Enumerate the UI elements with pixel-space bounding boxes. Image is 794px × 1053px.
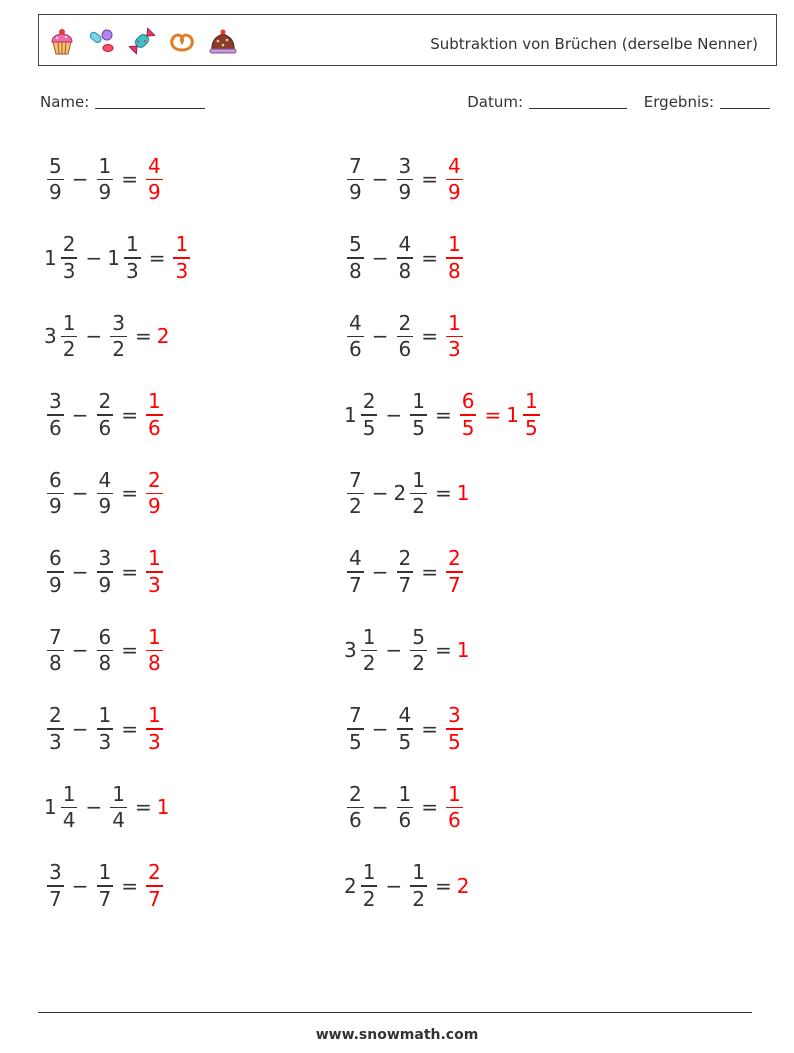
equals-sign: = [421,245,438,270]
minuend-denominator: 6 [49,415,62,440]
answer [170,233,193,283]
minus-sign: − [71,559,89,584]
minuend-fraction [61,233,78,283]
answer [157,324,171,348]
problem-row [344,611,543,690]
minuend-numerator: 7 [349,467,362,492]
subtrahend-numerator: 3 [112,310,125,335]
subtrahend-numerator: 1 [98,153,112,178]
minuend-numerator: 7 [349,153,362,178]
minuend-denominator: 3 [62,258,76,283]
answer-mixed-denominator: 5 [524,415,538,440]
answer-denominator: 9 [148,180,161,204]
minus-sign: − [85,324,103,349]
minuend-numerator: 7 [349,703,362,727]
equals-sign: = [148,245,166,270]
subtrahend-fraction [124,233,141,283]
minus-sign: − [371,716,389,741]
subtrahend-fraction [97,626,114,676]
answer-denominator: 3 [448,337,461,361]
answer-fraction [146,547,163,597]
problem-row [344,768,543,847]
answer-numerator: 2 [148,467,161,492]
subtrahend-fraction [410,390,427,440]
problem-row [44,847,193,926]
minuend-fraction [361,861,378,911]
problems-right-column [344,140,543,925]
minus-sign: − [385,402,403,427]
minuend-denominator: 4 [62,808,76,832]
minuend-numerator: 6 [49,467,62,492]
subtrahend-numerator: 1 [98,703,112,727]
answer-fraction [146,704,163,754]
header-box [38,14,777,66]
minus-sign: − [371,324,389,349]
problem-row [344,533,543,612]
minuend-denominator: 5 [362,415,376,440]
name-field [40,92,205,111]
answer-denominator: 5 [448,729,461,754]
minus-sign: − [371,795,389,820]
minuend-numerator: 1 [62,310,76,335]
answer-denominator: 3 [148,729,161,754]
minuend-numerator: 1 [362,624,376,649]
worksheet-title: Subtraktion von Brüchen (derselbe Nenner) [430,35,758,53]
subtrahend-whole: 1 [107,245,120,270]
answer-denominator: 6 [148,415,161,440]
answer [443,704,466,754]
answer-numerator: 1 [148,389,161,413]
equals-sign: = [121,167,138,192]
minuend-fraction [47,861,64,911]
problem-row [344,690,543,769]
minuend-fraction [361,390,378,440]
subtrahend-denominator: 9 [98,572,112,597]
equals-sign: = [121,402,138,427]
minuend-denominator: 6 [349,808,362,832]
subtrahend-numerator: 2 [398,310,412,335]
minuend-fraction [347,155,364,205]
subtrahend-numerator: 1 [412,860,425,884]
cake-icon [207,26,239,56]
answer-fraction [146,469,163,519]
minuend-fraction [61,312,78,362]
subtrahend-numerator: 3 [98,546,112,570]
subtrahend-fraction [410,626,427,676]
subtrahend-numerator: 2 [98,389,112,413]
answer-denominator: 6 [448,808,461,832]
answer-denominator: 3 [175,258,189,283]
minus-sign: − [71,167,89,192]
equals-sign: = [421,716,438,741]
subtrahend-fraction [410,861,427,911]
minuend-denominator: 5 [349,729,362,754]
answer [443,547,466,597]
subtrahend-numerator: 1 [412,389,425,413]
answer-numerator: 4 [148,153,161,178]
minuend-numerator: 5 [49,153,62,178]
answer-fraction [146,861,163,911]
equals-sign: = [434,402,452,427]
minuend-whole: 3 [44,324,57,349]
answer-denominator: 8 [448,258,461,283]
subtrahend-numerator: 1 [398,781,412,806]
minuend-numerator: 4 [349,310,362,335]
problem-row [344,297,543,376]
answer [457,390,543,440]
answer-numerator: 1 [448,781,461,806]
subtrahend-denominator: 9 [98,494,112,518]
equals-sign: = [134,324,152,349]
answer-numerator: 1 [148,703,161,727]
minuend-denominator: 7 [49,886,62,911]
subtrahend-numerator: 4 [98,467,112,492]
equals-sign: = [121,716,138,741]
subtrahend-numerator: 2 [398,546,412,570]
minus-sign: − [71,716,89,741]
minus-sign: − [371,559,389,584]
minuend-numerator: 3 [49,389,62,413]
subtrahend-whole: 2 [393,481,407,506]
answer-fraction [446,704,463,754]
answer [143,626,166,676]
minuend-numerator: 2 [362,389,376,413]
answer-numerator: 6 [461,389,475,413]
equals-sign: = [434,481,452,506]
minus-sign: − [371,481,389,506]
minus-sign: − [71,402,89,427]
minus-sign: − [385,638,403,663]
answer [443,233,466,283]
minuend-fraction [47,704,64,754]
minuend-denominator: 2 [362,651,376,675]
answer-fraction [146,390,163,440]
minus-sign: − [71,638,89,663]
subtrahend-fraction [97,469,114,519]
minuend-whole: 1 [44,795,57,820]
answer-numerator: 2 [148,860,161,884]
answer-whole: 2 [456,873,470,898]
answer-fraction [173,233,190,283]
pretzel-icon [167,26,197,56]
minuend-numerator: 2 [349,781,362,806]
minuend-fraction [347,469,364,519]
problem-row [344,847,543,926]
problem-row [44,219,193,298]
problem-row [44,140,193,219]
subtrahend-denominator: 2 [412,494,425,518]
answer [143,390,166,440]
minuend-numerator: 7 [49,624,62,649]
minus-sign: − [385,873,403,898]
date-label: Datum: [467,93,524,111]
subtrahend-denominator: 5 [412,415,425,440]
minuend-numerator: 1 [62,781,76,806]
problem-row [344,219,543,298]
subtrahend-fraction [97,155,114,205]
minus-sign: − [85,795,103,820]
minuend-fraction [347,233,364,283]
minuend-whole: 2 [344,873,357,898]
score-label: Ergebnis: [643,93,714,111]
wrapped-candy-icon [127,26,157,56]
subtrahend-fraction [397,155,414,205]
subtrahend-fraction [410,469,427,519]
answer [457,874,471,898]
minuend-fraction [47,547,64,597]
footer-url: www.snowmath.com [315,1027,479,1043]
subtrahend-fraction [397,783,414,833]
equals-sign: = [134,795,152,820]
problem-row [44,690,193,769]
answer [443,155,466,205]
candy-pieces-icon [87,26,117,56]
minuend-numerator: 3 [49,860,62,884]
minuend-denominator: 2 [362,886,376,911]
problem-row [344,454,543,533]
subtrahend-numerator: 1 [412,467,425,492]
answer-denominator: 7 [448,572,461,597]
equals-sign: = [121,559,138,584]
problem-row [44,533,193,612]
equals-sign: = [421,324,438,349]
minuend-fraction [347,704,364,754]
minuend-denominator: 3 [49,729,62,754]
subtrahend-denominator: 7 [398,572,412,597]
subtrahend-numerator: 3 [398,153,412,178]
equals-sign: = [121,638,138,663]
subtrahend-denominator: 3 [98,729,112,754]
minuend-whole: 1 [344,402,357,427]
answer [143,155,166,205]
answer-numerator: 1 [148,624,161,649]
equals-sign: = [434,873,452,898]
problem-row [344,140,543,219]
minuend-fraction [47,469,64,519]
subtrahend-denominator: 8 [398,258,412,283]
subtrahend-denominator: 9 [98,180,112,204]
minuend-denominator: 2 [349,494,362,518]
subtrahend-denominator: 2 [112,337,125,361]
equals-sign: = [421,559,438,584]
answer [143,547,166,597]
subtrahend-fraction [97,547,114,597]
minuend-fraction [47,390,64,440]
answer-whole: 1 [456,638,470,663]
subtrahend-denominator: 9 [398,180,412,204]
minuend-numerator: 2 [49,703,62,727]
subtrahend-numerator: 5 [412,624,425,649]
problem-row [344,376,543,455]
minuend-fraction [61,783,78,833]
subtrahend-fraction [97,390,114,440]
subtrahend-denominator: 6 [398,337,412,361]
subtrahend-numerator: 1 [112,781,125,806]
minuend-denominator: 6 [349,337,362,361]
name-label: Name: [40,93,90,111]
minuend-numerator: 2 [62,232,76,256]
minuend-numerator: 4 [349,546,362,570]
answer-numerator: 1 [448,310,461,335]
answer-fraction [446,783,463,833]
equals-sign: = [484,402,502,427]
answer-whole: 2 [156,324,170,349]
subtrahend-fraction [397,547,414,597]
answer-fraction [446,155,463,205]
answer-numerator: 4 [448,153,461,178]
answer [457,638,471,662]
footer-divider [38,1012,752,1013]
answer-fraction [146,155,163,205]
minuend-numerator: 5 [349,232,362,256]
answer-denominator: 5 [461,415,475,440]
minuend-denominator: 9 [49,494,62,518]
subtrahend-denominator: 2 [412,886,425,911]
answer-mixed-fraction [523,390,540,440]
answer [143,861,166,911]
minuend-whole: 3 [344,638,357,663]
minuend-fraction [347,547,364,597]
answer-fraction [446,233,463,283]
subtrahend-fraction [397,704,414,754]
subtrahend-fraction [97,861,114,911]
minuend-denominator: 9 [49,180,62,204]
answer-mixed-numerator: 1 [524,389,538,413]
date-score-fields [467,92,770,111]
problem-row [44,454,193,533]
answer-denominator: 9 [448,180,461,204]
answer-fraction [460,390,477,440]
subtrahend-denominator: 3 [125,258,139,283]
equals-sign: = [121,873,138,898]
minus-sign: − [371,245,389,270]
date-blank[interactable] [529,92,627,109]
score-blank[interactable] [720,92,770,109]
answer-denominator: 7 [148,886,161,911]
problem-row [44,611,193,690]
minuend-denominator: 2 [62,337,76,361]
answer-denominator: 8 [148,651,161,675]
minuend-fraction [47,155,64,205]
subtrahend-numerator: 4 [398,703,412,727]
minuend-denominator: 9 [349,180,362,204]
answer [443,312,466,362]
subtrahend-fraction [97,704,114,754]
minuend-numerator: 1 [362,860,376,884]
minuend-fraction [361,626,378,676]
answer-denominator: 3 [148,572,161,597]
minus-sign: − [371,167,389,192]
subtrahend-fraction [397,233,414,283]
minus-sign: − [71,481,89,506]
problem-row [44,297,193,376]
answer [443,783,466,833]
subtrahend-denominator: 6 [98,415,112,440]
minuend-numerator: 6 [49,546,62,570]
answer-fraction [146,626,163,676]
subtrahend-fraction [110,783,127,833]
answer-numerator: 1 [175,232,189,256]
subtrahend-denominator: 2 [412,651,425,675]
subtrahend-denominator: 7 [98,886,112,911]
minuend-fraction [47,626,64,676]
minuend-denominator: 8 [349,258,362,283]
answer [457,481,471,505]
subtrahend-numerator: 1 [125,232,139,256]
problem-row [44,768,193,847]
answer [157,795,171,819]
answer-fraction [446,547,463,597]
equals-sign: = [421,795,438,820]
answer-numerator: 1 [148,546,161,570]
minuend-whole: 1 [44,245,57,270]
minus-sign: − [71,873,89,898]
minuend-denominator: 9 [49,572,62,597]
subtrahend-denominator: 8 [98,651,112,675]
subtrahend-numerator: 4 [398,232,412,256]
answer-denominator: 9 [148,494,161,518]
problems-left-column [44,140,193,925]
answer-numerator: 2 [448,546,461,570]
subtrahend-fraction [397,312,414,362]
subtrahend-denominator: 5 [398,729,412,754]
equals-sign: = [434,638,452,663]
cupcake-icon [47,26,77,56]
minus-sign: − [85,245,103,270]
subtrahend-denominator: 6 [398,808,412,832]
subtrahend-fraction [110,312,127,362]
equals-sign: = [121,481,138,506]
problem-row [44,376,193,455]
name-blank[interactable] [95,92,205,109]
answer-whole: 1 [456,481,470,506]
minuend-denominator: 8 [49,651,62,675]
answer-numerator: 1 [448,232,461,256]
answer-fraction [446,312,463,362]
answer-numerator: 3 [448,703,461,727]
minuend-denominator: 7 [349,572,362,597]
header-icons [47,23,239,59]
subtrahend-numerator: 1 [98,860,112,884]
subtrahend-denominator: 4 [112,808,125,832]
answer-whole: 1 [156,795,170,820]
minuend-fraction [347,783,364,833]
answer [143,704,166,754]
subtrahend-numerator: 6 [98,624,112,649]
equals-sign: = [421,167,438,192]
answer [143,469,166,519]
answer-mixed-whole: 1 [506,402,519,427]
minuend-fraction [347,312,364,362]
